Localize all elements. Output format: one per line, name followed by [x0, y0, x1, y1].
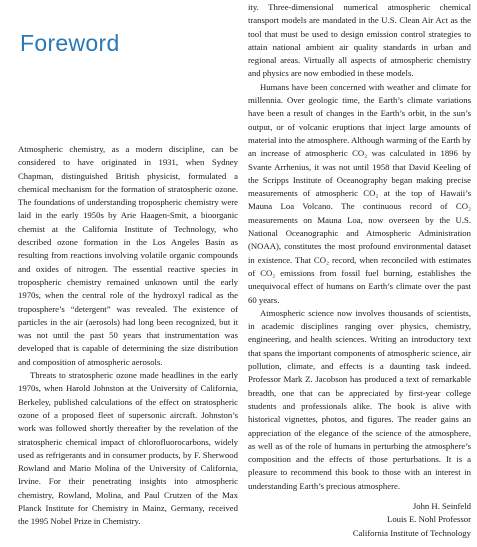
paragraph: Threats to stratospheric ozone made headlines in the early 1970s, when Harold Johnston at the University of California, Berkeley, published calculations of the effect on stratospheric ozone of a proposed fleet of supersonic aircraft. Johnston’s work was followed shortly thereafter by the revelation of the stratospheric chemical impact of chlorofluorocarbons, widely used as refrigerants and in consumer products, by F. Sherwood Rowland and Mario Molina of the University of California, Irvine. For their penetrating insights into atmospheric chemistry, Rowland, Molina, and Paul Crutzen of the Max Planck Institute for Chemistry in Mainz, Germany, received the 1995 Nobel Prize in Chemistry.: [18, 370, 238, 527]
signature-title: Louis E. Nohl Professor: [387, 514, 471, 525]
signature-name: John H. Seinfeld: [412, 500, 471, 511]
page-title: Foreword: [20, 30, 120, 56]
signature-block: [248, 500, 471, 540]
paragraph-continuation: ity. Three-dimensional numerical atmospheric chemical transport models are mandated in the U.S. Clean Air Act as the tool that must be used to design emission control strategies to attain national ambient air quality standards in urban and regional areas. Virtually all aspects of atmospheric chemistry and physics are now embodied in these models.: [248, 2, 471, 79]
paragraph: Atmospheric science now involves thousands of scientists, in academic disciplines ranging over physics, chemistry, engineering, and health sciences. Writing an introductory text that spans the important components of atmospheric science, air pollution, climate, and effects is a daunting task indeed. Professor Mark Z. Jacobson has produced a text of remarkable breadth, one that can be appreciated by first-year college students and professionals alike. The book is alive with historical vignettes, photos, and figures. The reader gains an appreciation of the elegance of the science of the atmosphere, as well as of the role of humans in perturbing the atmosphere’s composition and the effects of those perturbations. It is a pleasure to recommend this book to those with an interest in understanding Earth’s precious atmosphere.: [248, 307, 471, 491]
paragraph: Atmospheric chemistry, as a modern discipline, can be considered to have originated in 1931, when Sydney Chapman, distinguished British physicist, formulated a chemical mechanism for the formation of stratospheric ozone. The foundations of understanding tropospheric chemistry were laid in the early 1950s by Arie Haagen-Smit, a bioorganic chemist at the California Institute of Technology, who described ozone formation in the Los Angeles Basin as resulting from reactions involving volatile organic compounds and oxides of nitrogen. The essential reactive species in tropospheric chemistry remained unknown until the early 1970s, when the central role of the hydroxyl radical as the troposphere’s “detergent” was revealed. The existence of particles in the air (aerosols) had long been recognized, but it was not until the past 50 years that instrumentation was developed that is capable of determining the size distribution and composition of atmospheric aerosols.: [18, 144, 238, 367]
right-column: [248, 1, 471, 540]
signature-institution: California Institute of Technology: [352, 527, 471, 538]
paragraph: Humans have been concerned with weather and climate for millennia. Over geologic time, the Earth’s climate variations have been a result of changes in the Earth’s orbit, in the sun’s output, or of volcanic eruptions that inject large amounts of material into the atmosphere. Although warming of the Earth by an increase of atmospheric CO₂ was calculated in 1896 by Svante Arrhenius, it was not until 1958 that David Keeling of the Scripps Institute of Oceanography began making precise measurements of atmospheric CO₂ at the top of Hawaii’s Mauna Loa Volcano. The continuous record of CO₂ measurements on Mauna Loa, now overseen by the U.S. National Oceanographic and Atmospheric Administration (NOAA), constitutes the most profound environmental dataset in existence. That CO₂ record, when reconciled with estimates of CO₂ emissions from fossil fuel burning, establishes the unequivocal effect of humans on Earth’s climate over the past 60 years.: [248, 81, 471, 305]
left-column: [18, 143, 238, 529]
